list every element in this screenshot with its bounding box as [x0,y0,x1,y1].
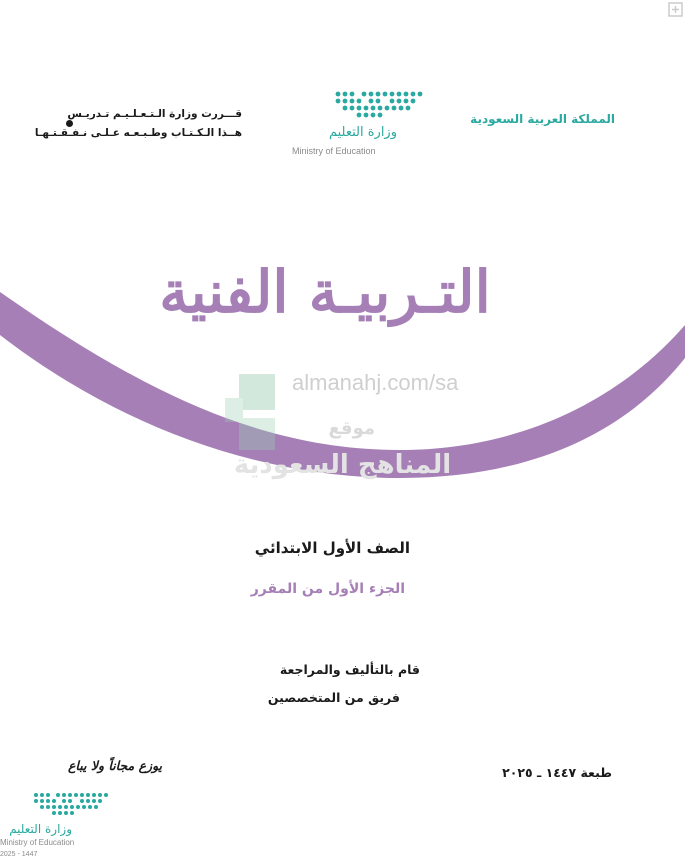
watermark-logo-icon [225,374,289,450]
footer-ministry-name-english: Ministry of Education [0,838,75,847]
book-title: التـربيـة الفنية [159,258,491,326]
watermark-text-1: موقع [328,418,375,439]
bullet-icon [66,120,73,127]
edition-label: طبعة ١٤٤٧ ـ ٢٠٢٥ [502,765,612,780]
footer-ministry-name-arabic: وزارة التعليم [9,822,72,836]
team-label: فريق من المتخصصين [267,690,400,705]
watermark-text-2: المناهج السعودية [233,450,452,480]
authored-by-label: قام بالتأليف والمراجعة [279,662,420,677]
decree-line-1: قـــررت وزارة الـتـعـلـيـم تـدريـس [67,108,242,120]
corner-icon [666,0,685,19]
footer-ministry-logo-icon [0,790,112,824]
ministry-name-english: Ministry of Education [292,146,376,156]
decree-line-2: هــذا الـكـتـاب وطـبـعـه عـلـى نـفـقـتـهـا [34,127,242,139]
free-distribution-label: يوزع مجاناً ولا يباع [67,758,162,773]
watermark-url: almanahj.com/sa [292,370,459,395]
kingdom-name: المملكة العربية السعودية [470,112,615,126]
grade-label: الصف الأول الابتدائي [254,539,410,557]
footer-year: 2025 - 1447 [0,851,38,858]
ministry-name-arabic: وزارة التعليم [328,125,397,140]
part-label: الجزء الأول من المقرر [250,581,405,597]
